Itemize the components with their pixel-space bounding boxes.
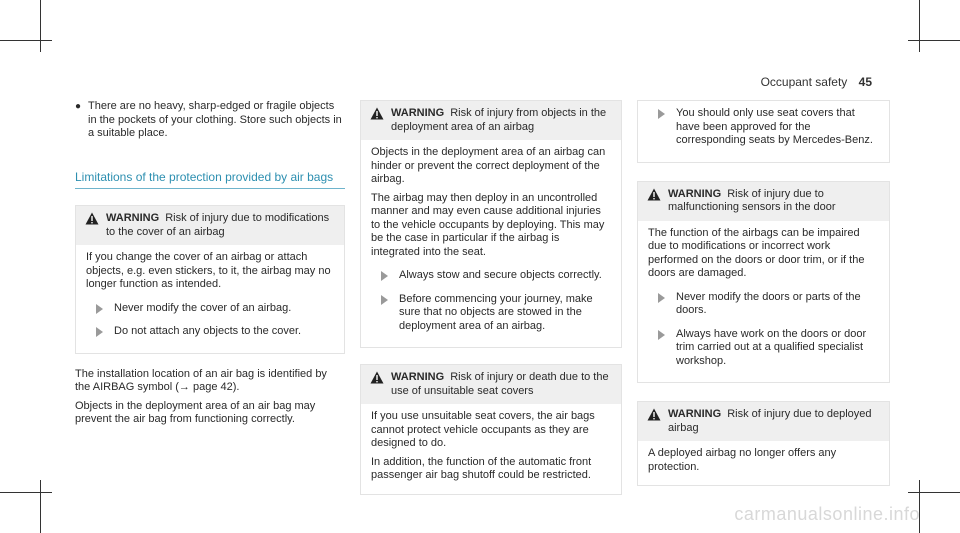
warning-title: Risk of injury or death due to the use of unsuitable seat covers (391, 371, 609, 397)
instruction-step: Always have work on the doors or door trim carried out at a qualified specialist workshop. (648, 328, 879, 369)
instruction-step: Never modify the cover of an airbag. (86, 302, 334, 316)
warning-triangle-icon (85, 212, 99, 225)
warning-triangle-icon (370, 107, 384, 120)
warning-header (361, 101, 621, 140)
step-arrow-icon (381, 271, 388, 281)
step-arrow-icon (658, 109, 665, 119)
warning-box (360, 100, 622, 348)
crop-mark (908, 40, 960, 41)
header-section: Occupant safety (760, 75, 848, 89)
watermark: carmanualsonline.info (734, 504, 920, 524)
warning-body: Objects in the deployment area of an airbag can hinder or prevent the correct deployment of the airbag. The airbag may then deploy in an uncontrolled manner and may even cause additional injuries to the vehicle occupants by deploying. This may be the case in particular if the airbag is integrated into the seat. Always stow and secure objects correctly. Before commencing your journey, make sure that no objects are stowed in the deployment area of an airbag. (361, 140, 621, 347)
column-2 (360, 100, 622, 507)
crop-mark (0, 40, 52, 41)
instruction-step: You should only use seat covers that have been approved for the corresponding seats by Mercedes-Benz. (648, 107, 879, 148)
crop-mark (40, 480, 41, 533)
warning-title: Risk of injury due to malfunctioning sensors in the door (668, 187, 836, 213)
step-arrow-icon (96, 327, 103, 337)
warning-keyword: WARNING (391, 371, 445, 383)
bullet-icon: ● (75, 101, 82, 112)
warning-body: If you change the cover of an airbag or attach objects, e.g. even stickers, to it, the airbag may no longer function as intended. Never modify the cover of an airbag. Do not attach any objects to the cover. (76, 245, 344, 353)
warning-box (75, 205, 345, 354)
step-arrow-icon (381, 295, 388, 305)
section-title: Limitations of the protection provided by air bags (75, 171, 345, 190)
warning-body: A deployed airbag no longer offers any protection. (648, 447, 837, 473)
instruction-step: Never modify the doors or parts of the doors. (648, 291, 879, 318)
warning-keyword: WARNING (668, 408, 722, 420)
list-item: ● There are no heavy, sharp-edged or fragile objects in the pockets of your clothing. Store such objects in a suitable place. (75, 100, 342, 139)
crop-mark (40, 0, 41, 52)
step-arrow-icon (96, 304, 103, 314)
column-3 (637, 100, 890, 498)
step-arrow-icon (658, 293, 665, 303)
warning-header (638, 182, 889, 221)
warning-keyword: WARNING (391, 107, 445, 119)
warning-triangle-icon (647, 188, 661, 201)
warning-box (637, 181, 890, 384)
paragraph: The installation location of an air bag is identified by the AIRBAG symbol (→ page 42). (75, 367, 327, 393)
warning-box (637, 401, 890, 486)
page-header (761, 75, 872, 89)
warning-title: Risk of injury from objects in the deployment area of an airbag (391, 107, 607, 133)
crop-mark (908, 492, 960, 493)
crop-mark (919, 0, 920, 52)
warning-title: Risk of injury due to deployed airbag (668, 408, 872, 434)
warning-keyword: WARNING (106, 212, 160, 224)
crop-mark (0, 492, 52, 493)
paragraph: Objects in the deployment area of an air bag may prevent the air bag from functioning correctly. (75, 399, 316, 425)
warning-header (76, 206, 344, 245)
instruction-step: Do not attach any objects to the cover. (86, 325, 334, 339)
warning-triangle-icon (370, 371, 384, 384)
warning-header (361, 365, 621, 404)
warning-keyword: WARNING (668, 187, 722, 200)
warning-title: Risk of injury due to modifications to the cover of an airbag (106, 212, 330, 238)
page-number: 45 (858, 75, 872, 89)
step-arrow-icon (658, 330, 665, 340)
warning-body: If you use unsuitable seat covers, the air bags cannot protect vehicle occupants as they are designed to do. In addition, the function of the automatic front passenger air bag shutoff could be restricted. (371, 410, 595, 481)
warning-body: The function of the airbags can be impaired due to modifications or incorrect work performed on the doors or door trim, or if the doors are damaged. Never modify the doors or parts of the doors. Always have work on the doors or door trim carried out at a qualified specialist workshop. (638, 221, 889, 383)
column-1 (75, 100, 345, 432)
warning-box (360, 364, 622, 495)
instruction-step: Always stow and secure objects correctly. (371, 269, 611, 283)
warning-box-continued (637, 100, 890, 163)
instruction-step: Before commencing your journey, make sure that no objects are stowed in the deployment area of an airbag. (371, 293, 611, 334)
warning-triangle-icon (647, 408, 661, 421)
warning-header (638, 402, 889, 441)
